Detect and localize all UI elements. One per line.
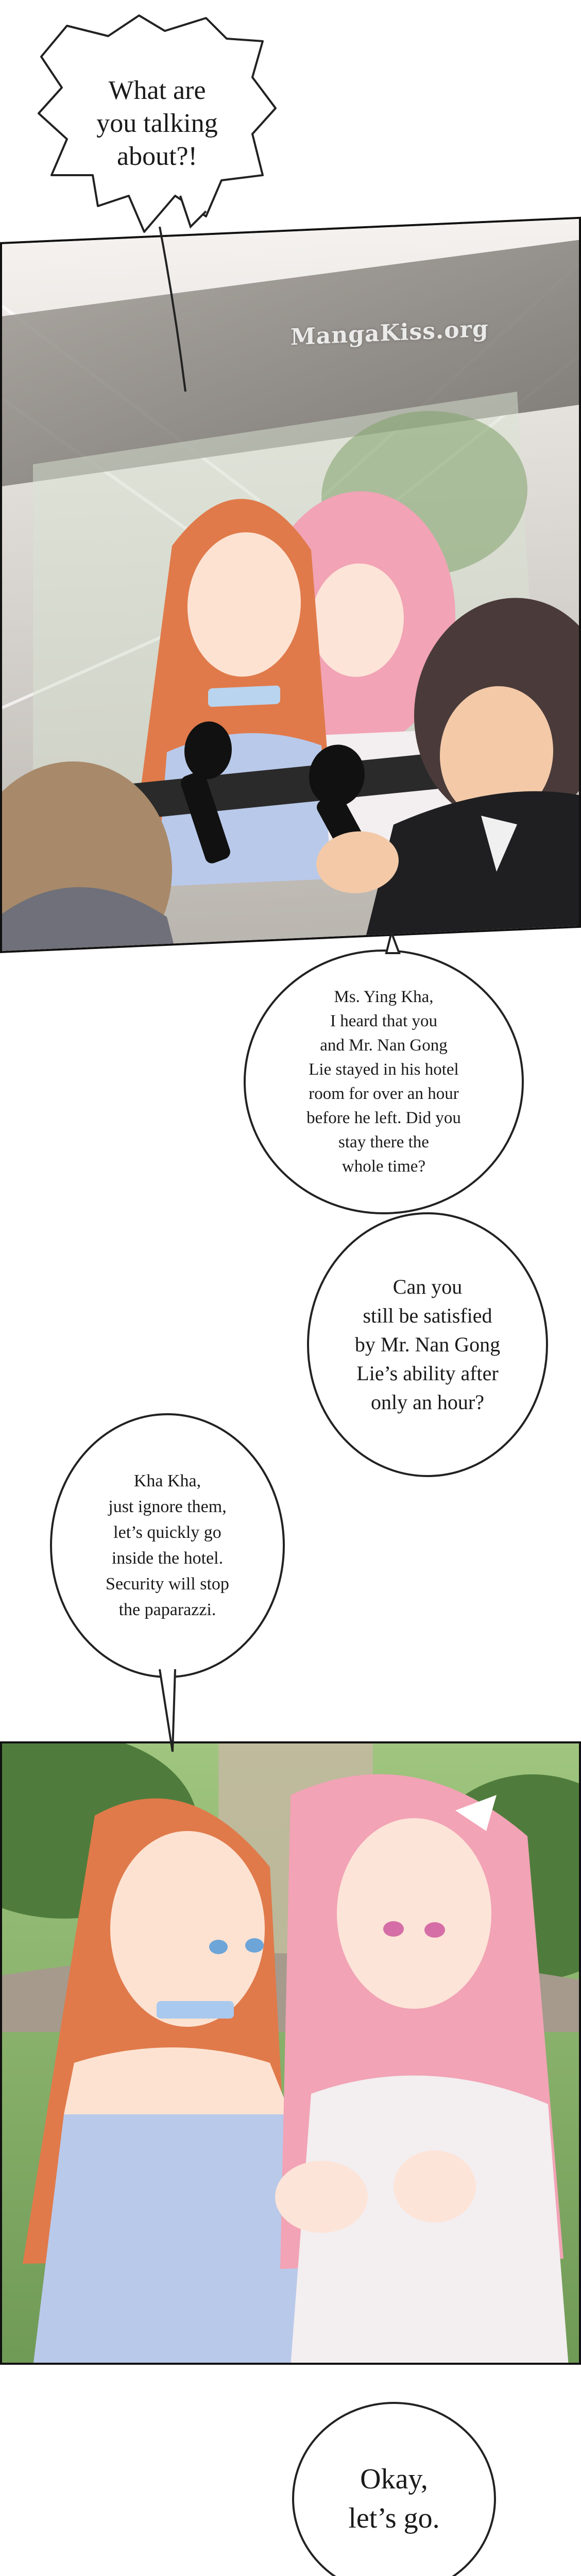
panel-two-women-garden (0, 1741, 581, 2365)
speech-bubble-what-are-you-talking-about (36, 10, 278, 237)
bubble-tail (371, 933, 412, 963)
speech-bubble-kha-kha-ignore-them (49, 1412, 286, 1680)
panel-art (2, 1743, 581, 2365)
speech-bubble-reporter-question-2 (306, 1211, 549, 1479)
bubble-tail (155, 227, 196, 392)
bubble-text: Kha Kha, just ignore them, let’s quickly go inside the hotel. Security will stop the paparazzi. (106, 1471, 229, 1619)
panel-paparazzi-car (0, 217, 581, 953)
bubble-text: Okay, let’s go. (348, 2463, 440, 2534)
bubble-text: What are you talking about?! (96, 76, 218, 171)
speech-bubble-okay-lets-go (291, 2401, 497, 2576)
watermark: MangaKiss.org (290, 315, 489, 351)
bubble-text: Ms. Ying Kha, I heard that you and Mr. Nan Gong Lie stayed in his hotel room for over an hour before he left. Did you stay there the whole time? (306, 988, 461, 1176)
bubble-tail (155, 1669, 185, 1757)
speech-bubble-reporter-question-1 (242, 948, 525, 1216)
bubble-text: Can you still be satisfied by Mr. Nan Gong Lie’s ability after only an hour? (354, 1275, 501, 1414)
